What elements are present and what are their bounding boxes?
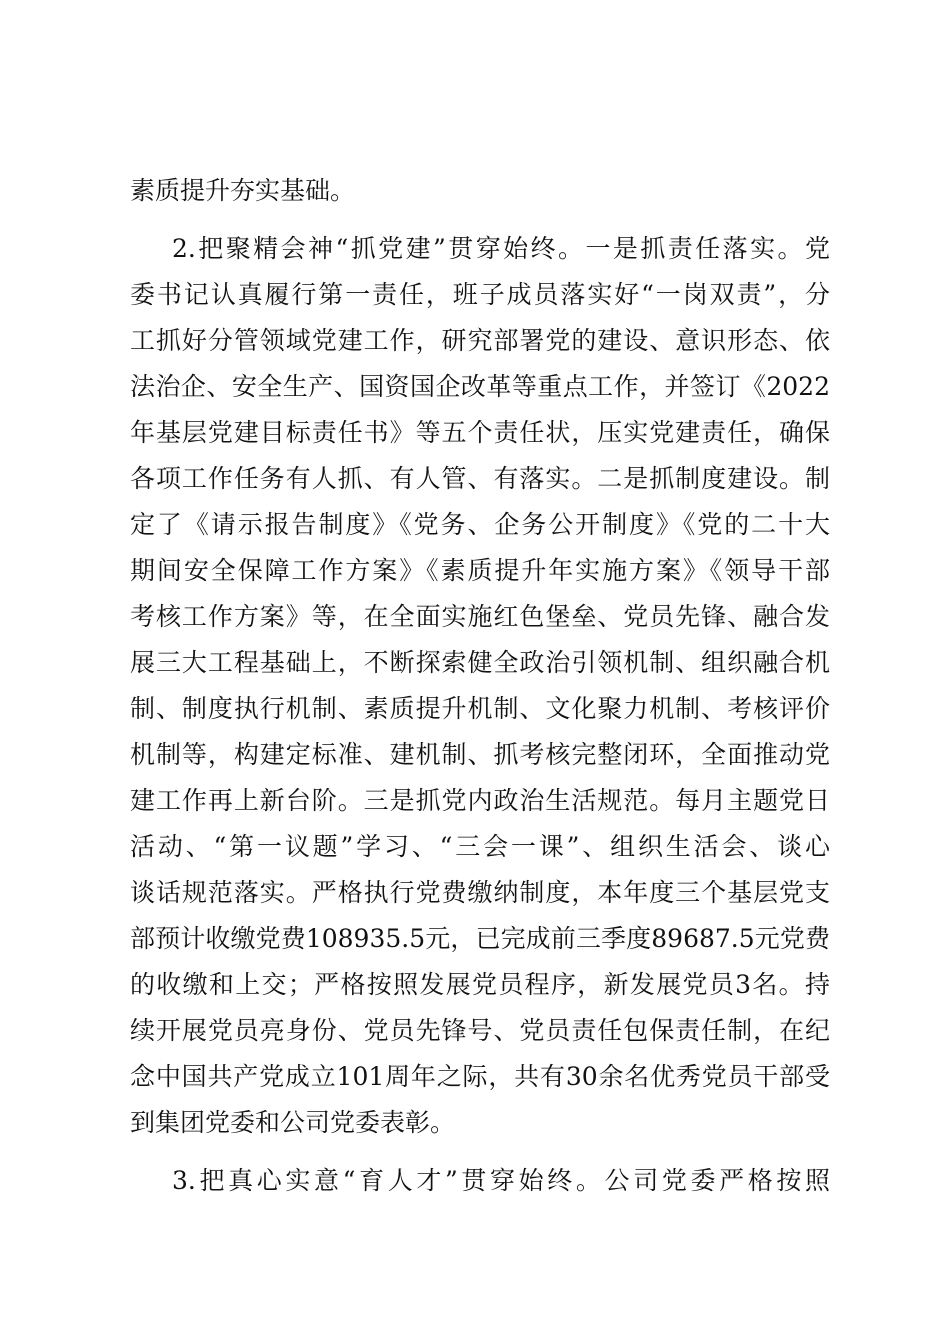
text-line: 素质提升夯实基础。 (130, 176, 356, 205)
document-body (130, 168, 830, 1204)
paragraph-1 (130, 168, 830, 214)
text-line: 的收缴和上交；严格按照发展党员程序，新发展党员3名。持 (130, 970, 830, 999)
text-line: 建工作再上新台阶。三是抓党内政治生活规范。每月主题党日 (130, 786, 830, 815)
text-line: 活动、“第一议题”学习、“三会一课”、组织生活会、谈心 (130, 832, 830, 861)
paragraph-3 (130, 1158, 830, 1204)
text-line: 到集团党委和公司党委表彰。 (130, 1108, 456, 1137)
text-line: 2.把聚精会神“抓党建”贯穿始终。一是抓责任落实。党 (172, 234, 830, 263)
paragraph-gap (130, 1146, 830, 1158)
text-line: 展三大工程基础上，不断探索健全政治引领机制、组织融合机 (130, 648, 830, 677)
text-line: 年基层党建目标责任书》等五个责任状，压实党建责任，确保 (130, 418, 830, 447)
text-line: 期间安全保障工作方案》《素质提升年实施方案》《领导干部 (130, 556, 830, 585)
text-line: 制、制度执行机制、素质提升机制、文化聚力机制、考核评价 (130, 694, 830, 723)
text-line: 定了《请示报告制度》《党务、企务公开制度》《党的二十大 (130, 510, 830, 539)
text-line: 考核工作方案》等，在全面实施红色堡垒、党员先锋、融合发 (130, 602, 830, 631)
text-line: 部预计收缴党费108935.5元，已完成前三季度89687.5元党费 (130, 924, 830, 953)
paragraph-gap (130, 214, 830, 226)
text-line: 各项工作任务有人抓、有人管、有落实。二是抓制度建设。制 (130, 464, 830, 493)
text-line: 谈话规范落实。严格执行党费缴纳制度，本年度三个基层党支 (130, 878, 830, 907)
text-line: 工抓好分管领域党建工作，研究部署党的建设、意识形态、依 (130, 326, 830, 355)
text-line: 续开展党员亮身份、党员先锋号、党员责任包保责任制，在纪 (130, 1016, 830, 1045)
text-line: 机制等，构建定标准、建机制、抓考核完整闭环，全面推动党 (130, 740, 830, 769)
text-line: 念中国共产党成立101周年之际，共有30余名优秀党员干部受 (130, 1062, 830, 1091)
text-line: 委书记认真履行第一责任，班子成员落实好“一岗双责”，分 (130, 280, 830, 309)
paragraph-2 (130, 226, 830, 1146)
text-line: 法治企、安全生产、国资国企改革等重点工作，并签订《2022 (130, 372, 830, 401)
text-line: 3.把真心实意“育人才”贯穿始终。公司党委严格按照 (172, 1166, 830, 1195)
